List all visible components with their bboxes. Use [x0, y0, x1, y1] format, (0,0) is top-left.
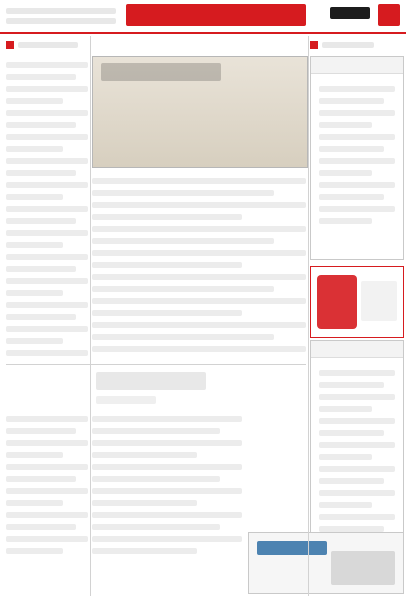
masthead-page-badge — [330, 4, 400, 26]
column-divider — [308, 36, 309, 596]
feature-subtitle-placeholder — [96, 396, 156, 404]
right-box-head — [311, 57, 403, 74]
left-column-text — [6, 56, 88, 356]
section-marker — [310, 41, 318, 49]
photo-title-plate — [101, 63, 221, 81]
lower-center-text — [92, 410, 242, 592]
section-divider — [6, 364, 306, 365]
lower-left-text — [6, 410, 88, 592]
masthead-line — [6, 18, 116, 24]
feature-title-placeholder — [96, 372, 206, 390]
right-box-head — [311, 341, 403, 358]
center-story-text — [92, 172, 306, 358]
right-column-box — [310, 56, 404, 260]
masthead — [0, 0, 406, 34]
ad-mark — [257, 541, 327, 555]
masthead-page-number-box — [378, 4, 400, 26]
column-logo — [310, 266, 404, 338]
section-head-left — [6, 38, 126, 52]
column-logo-icon — [317, 275, 357, 329]
lower-feature-title — [96, 372, 306, 402]
main-photo — [92, 56, 308, 168]
masthead-section-mark — [330, 7, 370, 19]
column-logo-side — [361, 281, 397, 321]
ad-image — [331, 551, 395, 585]
advertisement-banner — [248, 532, 404, 594]
masthead-left-info — [6, 4, 116, 28]
column-divider — [90, 36, 91, 596]
masthead-line — [6, 8, 116, 14]
masthead-title-bar — [126, 4, 306, 26]
masthead-rule — [0, 32, 406, 34]
section-label-placeholder — [322, 42, 374, 48]
section-marker — [6, 41, 14, 49]
section-label-placeholder — [18, 42, 78, 48]
section-head-right — [310, 38, 402, 52]
